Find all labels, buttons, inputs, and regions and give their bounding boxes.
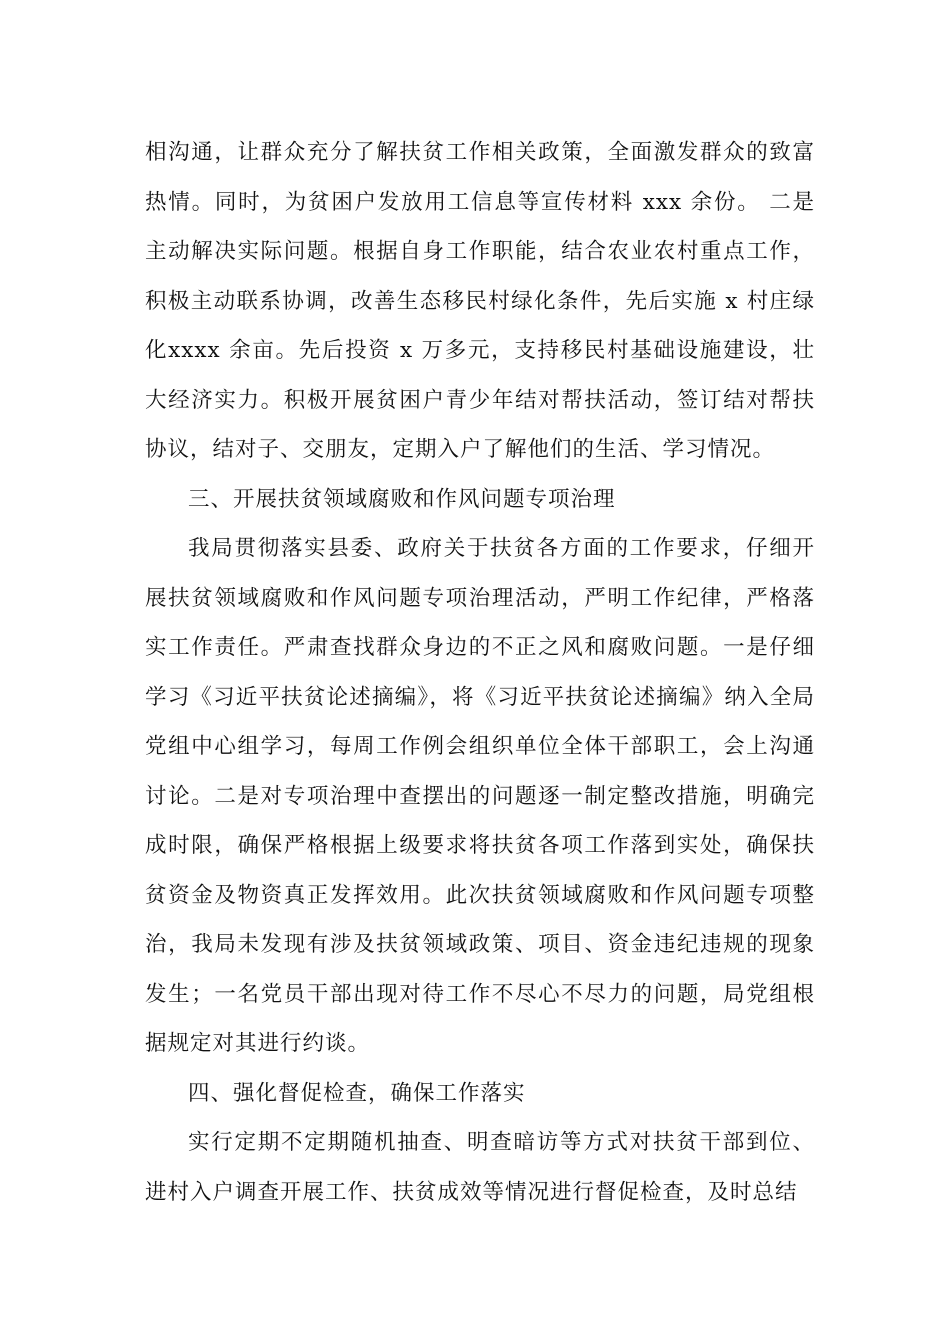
- document-body: [145, 128, 815, 1217]
- paragraph-continuation: 相沟通，让群众充分了解扶贫工作相关政策，全面激发群众的致富热情。同时，为贫困户发放用工信息等宣传材料 xxx 余份。 二是主动解决实际问题。根据自身工作职能，结合农业农村重点工作，积极主动联系协调，改善生态移民村绿化条件，先后实施 x 村庄绿化xxxx 余亩。先后投资 x 万多元，支持移民村基础设施建设，壮大经济实力。积极开展贫困户青少年结对帮扶活动，签订结对帮扶协议，结对子、交朋友，定期入户了解他们的生活、学习情况。: [145, 140, 815, 462]
- section-heading-3: 三、开展扶贫领域腐败和作风问题专项治理: [188, 486, 616, 512]
- section-heading-4: 四、强化督促检查，确保工作落实: [188, 1080, 526, 1106]
- paragraph-section-3: 我局贯彻落实县委、政府关于扶贫各方面的工作要求，仔细开展扶贫领域腐败和作风问题专项治理活动，严明工作纪律，严格落实工作责任。严肃查找群众身边的不正之风和腐败问题。一是仔细学习《习近平扶贫论述摘编》，将《习近平扶贫论述摘编》纳入全局党组中心组学习，每周工作例会组织单位全体干部职工，会上沟通讨论。二是对专项治理中查摆出的问题逐一制定整改措施，明确完成时限，确保严格根据上级要求将扶贫各项工作落到实处，确保扶贫资金及物资真正发挥效用。此次扶贫领域腐败和作风问题专项整治，我局未发现有涉及扶贫领域政策、项目、资金违纪违规的现象发生；一名党员干部出现对待工作不尽心不尽力的问题，局党组根据规定对其进行约谈。: [145, 536, 815, 1056]
- paragraph-section-4: 实行定期不定期随机抽查、明查暗访等方式对扶贫干部到位、进村入户调查开展工作、扶贫成效等情况进行督促检查，及时总结: [145, 1130, 815, 1205]
